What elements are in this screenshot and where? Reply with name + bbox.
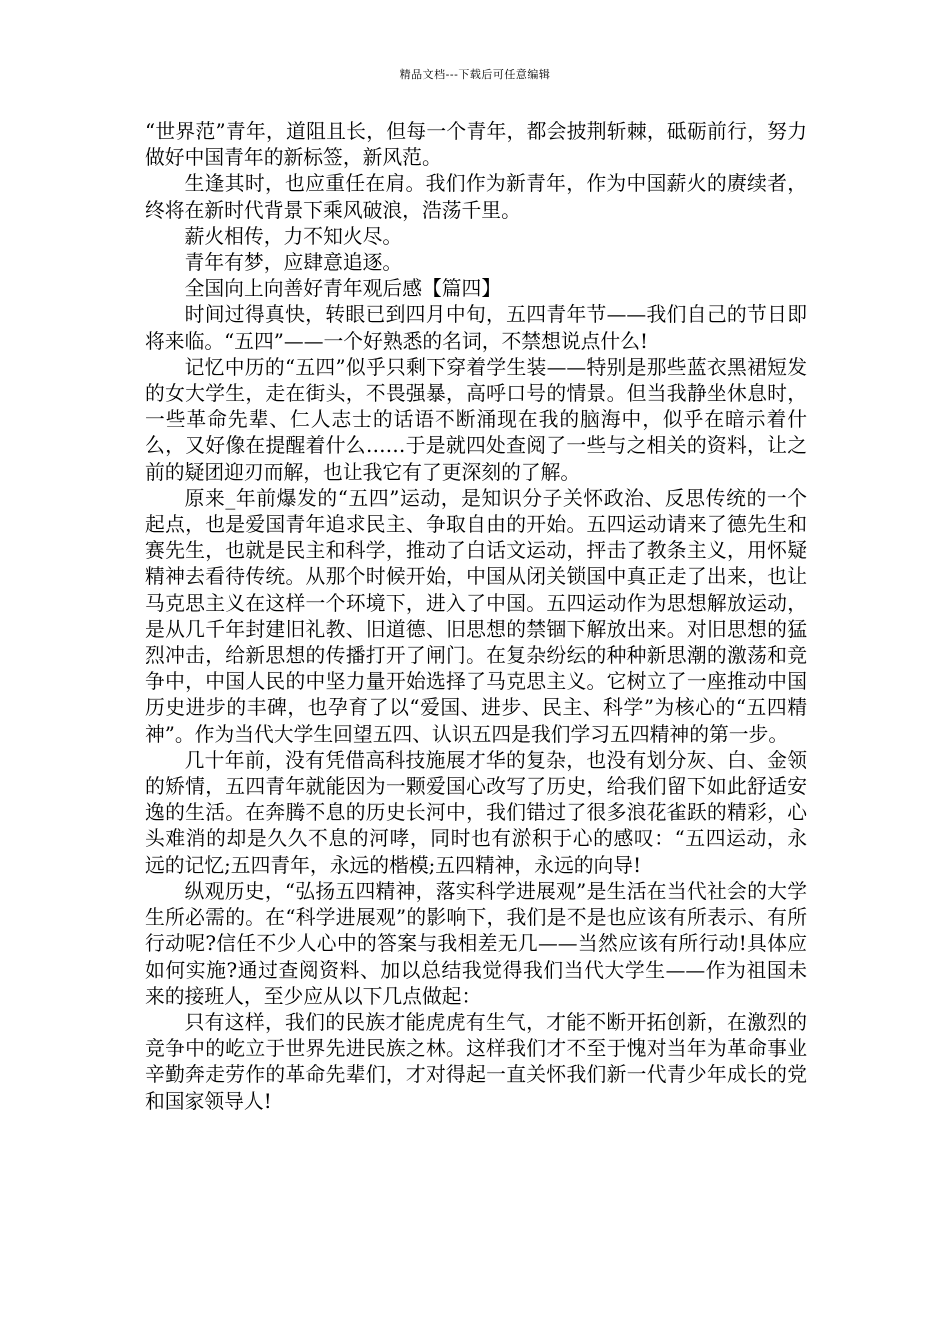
section-heading: 全国向上向善好青年观后感【篇四】 bbox=[184, 277, 502, 301]
paragraph: 薪火相传，力不知火尽。 bbox=[184, 224, 403, 248]
paragraph: “世界范”青年，道阻且长，但每一个青年，都会披荆斩棘，砥砺前行，努力做好中国青年的新标签，新风范。 bbox=[145, 120, 807, 170]
paragraph: 时间过得真快，转眼已到四月中旬，五四青年节——我们自己的节日即将来临。“五四”——一个好熟悉的名词，不禁想说点什么! bbox=[145, 303, 807, 353]
paragraph: 几十年前，没有凭借高科技施展才华的复杂，也没有划分灰、白、金领的矫情，五四青年就能因为一颗爱国心改写了历史，给我们留下如此舒适安逸的生活。在奔腾不息的历史长河中，我们错过了很多浪花雀跃的精彩，心头难消的却是久久不息的河哮，同时也有淤积于心的感叹：“五四运动，永远的记忆;五四青年，永远的楷模;五四精神，永远的向导! bbox=[145, 748, 807, 877]
page-header: 精品文档---下载后可任意编辑 bbox=[399, 68, 551, 81]
document-body bbox=[145, 119, 807, 1115]
paragraph: 纵观历史，“弘扬五四精神，落实科学进展观”是生活在当代社会的大学生所必需的。在“科学进展观”的影响下，我们是不是也应该有所表示、有所行动呢?信任不少人心中的答案与我相差无几——当然应该有所行动!具体应如何实施?通过查阅资料、加以总结我觉得我们当代大学生——作为祖国未来的接班人，至少应从以下几点做起： bbox=[145, 879, 807, 1008]
paragraph: 青年有梦，应肆意追逐。 bbox=[184, 251, 403, 275]
paragraph: 原来_年前爆发的“五四”运动，是知识分子关怀政治、反思传统的一个起点，也是爱国青年追求民主、争取自由的开始。五四运动请来了德先生和赛先生，也就是民主和科学，推动了白话文运动，抨击了教条主义，用怀疑精神去看待传统。从那个时候开始，中国从闭关锁国中真正走了出来，也让马克思主义在这样一个环境下，进入了中国。五四运动作为思想解放运动，是从几千年封建旧礼教、旧道德、旧思想的禁锢下解放出来。对旧思想的猛烈冲击，给新思想的传播打开了闸门。在复杂纷纭的种种新思潮的激荡和竞争中，中国人民的中坚力量开始选择了马克思主义。它树立了一座推动中国历史进步的丰碑，也孕育了以“爱国、进步、民主、科学”为核心的“五四精神”。作为当代大学生回望五四、认识五四是我们学习五四精神的第一步。 bbox=[145, 486, 807, 746]
paragraph: 只有这样，我们的民族才能虎虎有生气，才能不断开拓创新，在激烈的竞争中的屹立于世界先进民族之林。这样我们才不至于愧对当年为革命事业辛勤奔走劳作的革命先辈们，才对得起一直关怀我们新一代青少年成长的党和国家领导人! bbox=[145, 1010, 807, 1113]
paragraph: 记忆中历的“五四”似乎只剩下穿着学生装——特别是那些蓝衣黑裙短发的女大学生，走在街头，不畏强暴，高呼口号的情景。但当我静坐休息时，一些革命先辈、仁人志士的话语不断涌现在我的脑海中，似乎在暗示着什么，又好像在提醒着什么……于是就四处查阅了一些与之相关的资料，让之前的疑团迎刃而解，也让我它有了更深刻的了解。 bbox=[145, 355, 807, 484]
paragraph: 生逢其时，也应重任在肩。我们作为新青年，作为中国薪火的赓续者，终将在新时代背景下乘风破浪，浩荡千里。 bbox=[145, 172, 807, 222]
